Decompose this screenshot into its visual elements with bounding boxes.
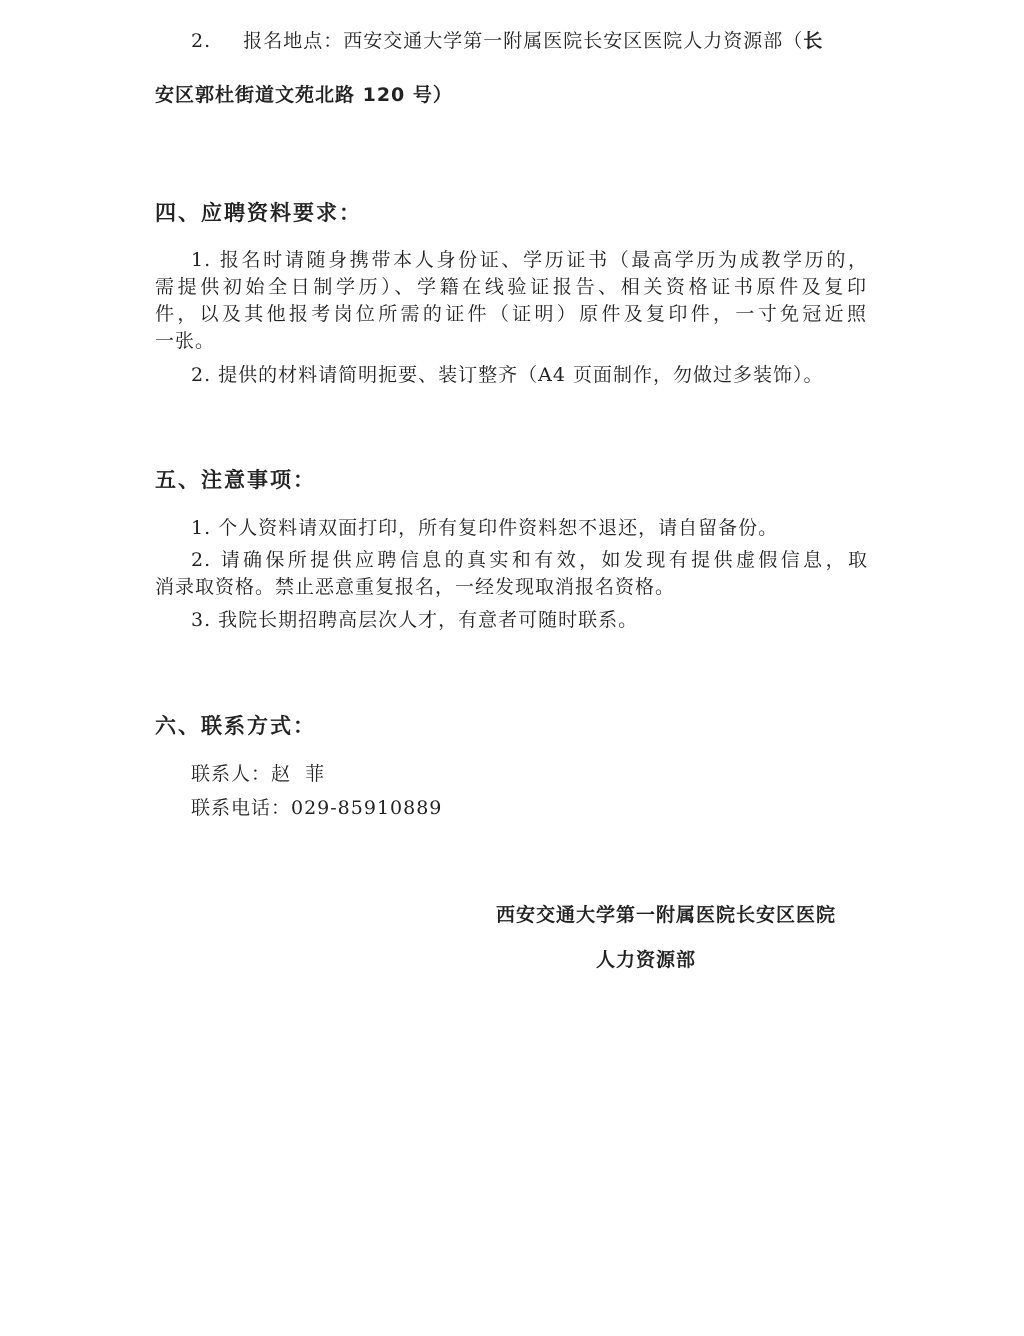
section4-item1-line2: 需提供初始全日制学历）、学籍在线验证报告、相关资格证书原件及复印 <box>155 276 867 298</box>
section5-item2-line1: 2. 请确保所提供应聘信息的真实和有效，如发现有提供虚假信息，取 <box>191 549 868 571</box>
contact-person: 联系人：赵 菲 <box>191 763 326 785</box>
registration-item2-line2: 安区郭杜街道文苑北路 120 号） <box>155 84 453 106</box>
registration-item2-bold-tail: 长 <box>803 30 824 52</box>
section4-title: 四、应聘资料要求： <box>155 201 362 225</box>
signature-org: 西安交通大学第一附属医院长安区医院 <box>496 904 837 926</box>
registration-item2 <box>191 28 823 54</box>
section5-item2-line2: 消录取资格。禁止恶意重复报名，一经发现取消报名资格。 <box>155 576 676 598</box>
section6-title: 六、联系方式： <box>155 714 316 738</box>
section5-title: 五、注意事项： <box>155 468 316 492</box>
section4-item1-line4: 一张。 <box>155 330 216 352</box>
contact-phone: 联系电话：029-85910889 <box>191 797 443 819</box>
section4-item1-line1: 1. 报名时请随身携带本人身份证、学历证书（最高学历为成教学历的， <box>191 249 868 271</box>
section5-item3: 3. 我院长期招聘高层次人才，有意者可随时联系。 <box>191 609 639 631</box>
section4-item1-line3: 件，以及其他报考岗位所需的证件（证明）原件及复印件，一寸免冠近照 <box>155 303 867 325</box>
registration-item2-number: 2. <box>191 30 212 52</box>
signature-dept: 人力资源部 <box>596 949 697 971</box>
section5-item1: 1. 个人资料请双面打印，所有复印件资料恕不退还，请自留备份。 <box>191 517 779 539</box>
registration-item2-text: 报名地点：西安交通大学第一附属医院长安区医院人力资源部（ <box>243 30 804 52</box>
section4-item2: 2. 提供的材料请简明扼要、装订整齐（A4 页面制作，勿做过多装饰）。 <box>191 364 824 386</box>
